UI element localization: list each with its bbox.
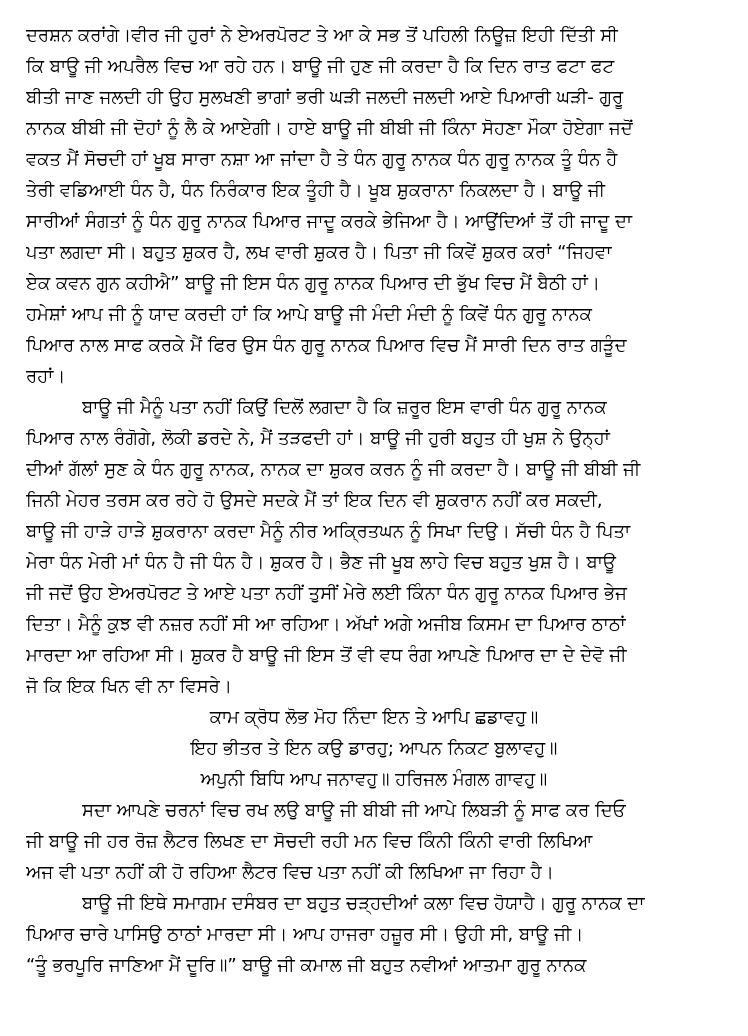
text-line: ਬਾਊ ਜੀ ਮੈਨੂੰ ਪਤਾ ਨਹੀਂ ਕਿਉਂ ਦਿਲੋਂ ਲਗਦਾ ਹੈ ਕਿ ਜ਼ਰੂਰ ਇਸ ਵਾਰੀ ਧੰਨ ਗੁਰੂ ਨਾਨਕ bbox=[82, 397, 607, 418]
text-line: ਜੀ ਬਾਊ ਜੀ ਹਰ ਰੋਜ਼ ਲੈਟਰ ਲਿਖਣ ਦਾ ਸੋਚਦੀ ਰਹੀ ਮਨ ਵਿਚ ਕਿੰਨੀ ਕਿੰਨੀ ਵਾਰੀ ਲਿਖਿਆ bbox=[26, 831, 593, 852]
text-line: ਬਾਊ ਜੀ ਇਥੇ ਸਮਾਗਮ ਦਸੰਬਰ ਦਾ ਬਹੁਤ ਚੜ੍ਹਦੀਆਂ ਕਲਾ ਵਿਚ ਹੋਯਾਹੈ। ਗੁਰੂ ਨਾਨਕ ਦਾ bbox=[82, 893, 645, 914]
text-line: ਤੇਰੀ ਵਡਿਆਈ ਧੰਨ ਹੈ, ਧੰਨ ਨਿਰੰਕਾਰ ਇਕ ਤੂੰਹੀ ਹੈ। ਖੂਬ ਸ਼ੁਕਰਾਨਾ ਨਿਕਲਦਾ ਹੈ। ਬਾਊ ਜੀ bbox=[26, 180, 606, 201]
text-line: ਪਤਾ ਲਗਦਾ ਸੀ। ਬਹੁਤ ਸ਼ੁਕਰ ਹੈ, ਲਖ ਵਾਰੀ ਸ਼ੁਕਰ ਹੈ। ਪਿਤਾ ਜੀ ਕਿਵੇਂ ਸ਼ੁਕਰ ਕਰਾਂ “ਜਿਹਵਾ bbox=[26, 242, 612, 263]
verse-line: ਅਪੁਨੀ ਬਿਧਿ ਆਪ ਜਨਾਵਹੁ॥ ਹਰਿਜਲ ਮੰਗਲ ਗਾਵਹੁ॥ bbox=[200, 769, 548, 790]
verse-line: ਕਾਮ ਕ੍ਰੋਧ ਲੋਭ ਮੋਹ ਨਿੰਦਾ ਇਨ ਤੇ ਆਪਿ ਛਡਾਵਹੁ॥ bbox=[209, 707, 539, 728]
text-line: ਹਮੇਸ਼ਾਂ ਆਪ ਜੀ ਨੂੰ ਯਾਦ ਕਰਦੀ ਹਾਂ ਕਿ ਆਪੇ ਬਾਊ ਜੀ ਮੰਦੀ ਮੰਦੀ ਨੂੰ ਕਿਵੇਂ ਧੰਨ ਗੁਰੂ ਨਾਨਕ bbox=[26, 304, 592, 325]
text-line: ਮਾਰਦਾ ਆ ਰਹਿਆ ਸੀ। ਸ਼ੁਕਰ ਹੈ ਬਾਊ ਜੀ ਇਸ ਤੋਂ ਵੀ ਵਧ ਰੰਗ ਆਪਣੇ ਪਿਆਰ ਦਾ ਦੇ ਦੇਵੋ ਜੀ bbox=[26, 645, 627, 666]
text-line: ਪਿਆਰ ਚਾਰੇ ਪਾਸਿਉ ਠਾਠਾਂ ਮਾਰਦਾ ਸੀ। ਆਪ ਹਾਜਰਾ ਹਜ਼ੂਰ ਸੀ। ਉਹੀ ਸੀ, ਬਾਊ ਜੀ। bbox=[26, 924, 584, 945]
text-line: ਸਾਰੀਆਂ ਸੰਗਤਾਂ ਨੂੰ ਧੰਨ ਗੁਰੂ ਨਾਨਕ ਪਿਆਰ ਜਾਦੂ ਕਰਕੇ ਭੇਜਿਆ ਹੈ। ਆਉਂਦਿਆਂ ਤੋਂ ਹੀ ਜਾਦੂ ਦਾ bbox=[26, 211, 633, 232]
text-line: ਜਿਨੀ ਮੇਹਰ ਤਰਸ ਕਰ ਰਹੇ ਹੋ ਉਸਦੇ ਸਦਕੇ ਮੈਂ ਤਾਂ ਇਕ ਦਿਨ ਵੀ ਸ਼ੁਕਰਾਨ ਨਹੀਂ ਕਰ ਸਕਦੀ, bbox=[26, 490, 603, 511]
text-line: ਪਿਆਰ ਨਾਲ ਰੰਗੋਗੇ, ਲੋਕੀ ਡਰਦੇ ਨੇ, ਮੈਂ ਤੜਫਦੀ ਹਾਂ। ਬਾਊ ਜੀ ਹੁਰੀ ਬਹੁਤ ਹੀ ਖੁਸ਼ ਨੇ ਉਨ੍ਹਾਂ bbox=[26, 428, 610, 449]
text-line: ਰਹਾਂ। bbox=[26, 366, 66, 387]
text-line: ਨਾਨਕ ਬੀਬੀ ਜੀ ਦੋਹਾਂ ਨੂੰ ਲੈ ਕੇ ਆਏਗੀ। ਹਾਏ ਬਾਊ ਜੀ ਬੀਬੀ ਜੀ ਕਿੰਨਾ ਸੋਹਣਾ ਮੌਕਾ ਹੋਏਗਾ ਜਦੋਂ bbox=[26, 118, 633, 139]
text-line: ਬੀਤੀ ਜਾਣ ਜਲਦੀ ਹੀ ਉਹ ਸੁਲਖਣੀ ਭਾਗਾਂ ਭਰੀ ਘੜੀ ਜਲਦੀ ਜਲਦੀ ਆਏ ਪਿਆਰੀ ਘੜੀ- ਗੁਰੂ bbox=[26, 87, 624, 108]
text-line: ਕਿ ਬਾਊ ਜੀ ਅਪਰੈਲ ਵਿਚ ਆ ਰਹੇ ਹਨ। ਬਾਊ ਜੀ ਹੁਣ ਜੀ ਕਰਦਾ ਹੈ ਕਿ ਦਿਨ ਰਾਤ ਫਟਾ ਫਟ bbox=[26, 56, 615, 77]
text-line: ਦਿਤਾ। ਮੈਨੂੰ ਕੁਝ ਵੀ ਨਜ਼ਰ ਨਹੀਂ ਸੀ ਆ ਰਹਿਆ। ਅੱਖਾਂ ਅਗੇ ਅਜੀਬ ਕਿਸਮ ਦਾ ਪਿਆਰ ਠਾਠਾਂ bbox=[26, 614, 626, 635]
text-line: ਬਾਊ ਜੀ ਹਾੜੇ ਹਾੜੇ ਸ਼ੁਕਰਾਨਾ ਕਰਦਾ ਮੈਨੂੰ ਨੀਰ ਅਕ੍ਰਿਤਘਨ ਨੂੰ ਸਿਖਾ ਦਿਉ। ਸੱਚੀ ਧੰਨ ਹੈ ਪਿਤਾ bbox=[26, 521, 631, 542]
text-line: ਵਕਤ ਮੈਂ ਸੋਚਦੀ ਹਾਂ ਖੂਬ ਸਾਰਾ ਨਸ਼ਾ ਆ ਜਾਂਦਾ ਹੈ ਤੇ ਧੰਨ ਗੁਰੂ ਨਾਨਕ ਧੰਨ ਗੁਰੂ ਨਾਨਕ ਤੂੰ ਧੰਨ ਹੈ bbox=[26, 149, 618, 170]
text-line: ਏਕ ਕਵਨ ਗੁਨ ਕਹੀਐ” ਬਾਊ ਜੀ ਇਸ ਧੰਨ ਗੁਰੂ ਨਾਨਕ ਪਿਆਰ ਦੀ ਭੁੱਖ ਵਿਚ ਮੈਂ ਬੈਠੀ ਹਾਂ। bbox=[26, 273, 600, 294]
text-line: ਅਜ ਵੀ ਪਤਾ ਨਹੀਂ ਕੀ ਹੋ ਰਹਿਆ ਲੈਟਰ ਵਿਚ ਪਤਾ ਨਹੀਂ ਕੀ ਲਿਖਿਆ ਜਾ ਰਿਹਾ ਹੈ। bbox=[26, 862, 554, 883]
text-line: ਦੀਆਂ ਗੱਲਾਂ ਸੁਣ ਕੇ ਧੰਨ ਗੁਰੂ ਨਾਨਕ, ਨਾਨਕ ਦਾ ਸ਼ੁਕਰ ਕਰਨ ਨੂੰ ਜੀ ਕਰਦਾ ਹੈ। ਬਾਊ ਜੀ ਬੀਬੀ ਜੀ bbox=[26, 459, 641, 480]
text-line: ਮੇਰਾ ਧੰਨ ਮੇਰੀ ਮਾਂ ਧੰਨ ਹੈ ਜੀ ਧੰਨ ਹੈ। ਸ਼ੁਕਰ ਹੈ। ਭੈਣ ਜੀ ਖੂਬ ਲਾਹੇ ਵਿਚ ਬਹੁਤ ਖੁਸ਼ ਹੈ। ਬਾਊ bbox=[26, 552, 616, 573]
text-line: ਜੀ ਜਦੋਂ ਉਹ ਏਅਰਪੋਰਟ ਤੇ ਆਏ ਪਤਾ ਨਹੀਂ ਤੁਸੀਂ ਮੇਰੇ ਲਈ ਕਿੰਨਾ ਧੰਨ ਗੁਰੂ ਨਾਨਕ ਪਿਆਰ ਭੇਜ bbox=[26, 583, 627, 604]
text-line: “ਤੂੰ ਭਰਪੂਰਿ ਜਾਣਿਆ ਮੈਂ ਦੂਰਿ॥” ਬਾਊ ਜੀ ਕਮਾਲ ਜੀ ਬਹੁਤ ਨਵੀਆਂ ਆਤਮਾ ਗੁਰੂ ਨਾਨਕ bbox=[26, 955, 587, 976]
text-line: ਸਦਾ ਆਪਣੇ ਚਰਨਾਂ ਵਿਚ ਰਖ ਲਉ ਬਾਊ ਜੀ ਬੀਬੀ ਜੀ ਆਪੇ ਲਿਬੜੀ ਨੂੰ ਸਾਫ ਕਰ ਦਿਓ bbox=[82, 800, 626, 821]
text-line: ਪਿਆਰ ਨਾਲ ਸਾਫ ਕਰਕੇ ਮੈਂ ਫਿਰ ਉਸ ਧੰਨ ਗੁਰੂ ਨਾਨਕ ਪਿਆਰ ਵਿਚ ਮੈਂ ਸਾਰੀ ਦਿਨ ਰਾਤ ਗੜੂੰਦ bbox=[26, 335, 627, 356]
text-line: ਦਰਸ਼ਨ ਕਰਾਂਗੇ।ਵੀਰ ਜੀ ਹੁਰਾਂ ਨੇ ਏਅਰਪੋਰਟ ਤੇ ਆ ਕੇ ਸਭ ਤੋਂ ਪਹਿਲੀ ਨਿਊਜ਼ ਇਹੀ ਦਿੱਤੀ ਸੀ bbox=[26, 25, 618, 46]
verse-line: ਇਹ ਭੀਤਰ ਤੇ ਇਨ ਕਉ ਡਾਰਹੁ; ਆਪਨ ਨਿਕਟ ਬੁਲਾਵਹੁ॥ bbox=[190, 738, 558, 759]
text-line: ਜੋ ਕਿ ਇਕ ਖਿਨ ਵੀ ਨਾ ਵਿਸਰੇ। bbox=[26, 676, 232, 697]
